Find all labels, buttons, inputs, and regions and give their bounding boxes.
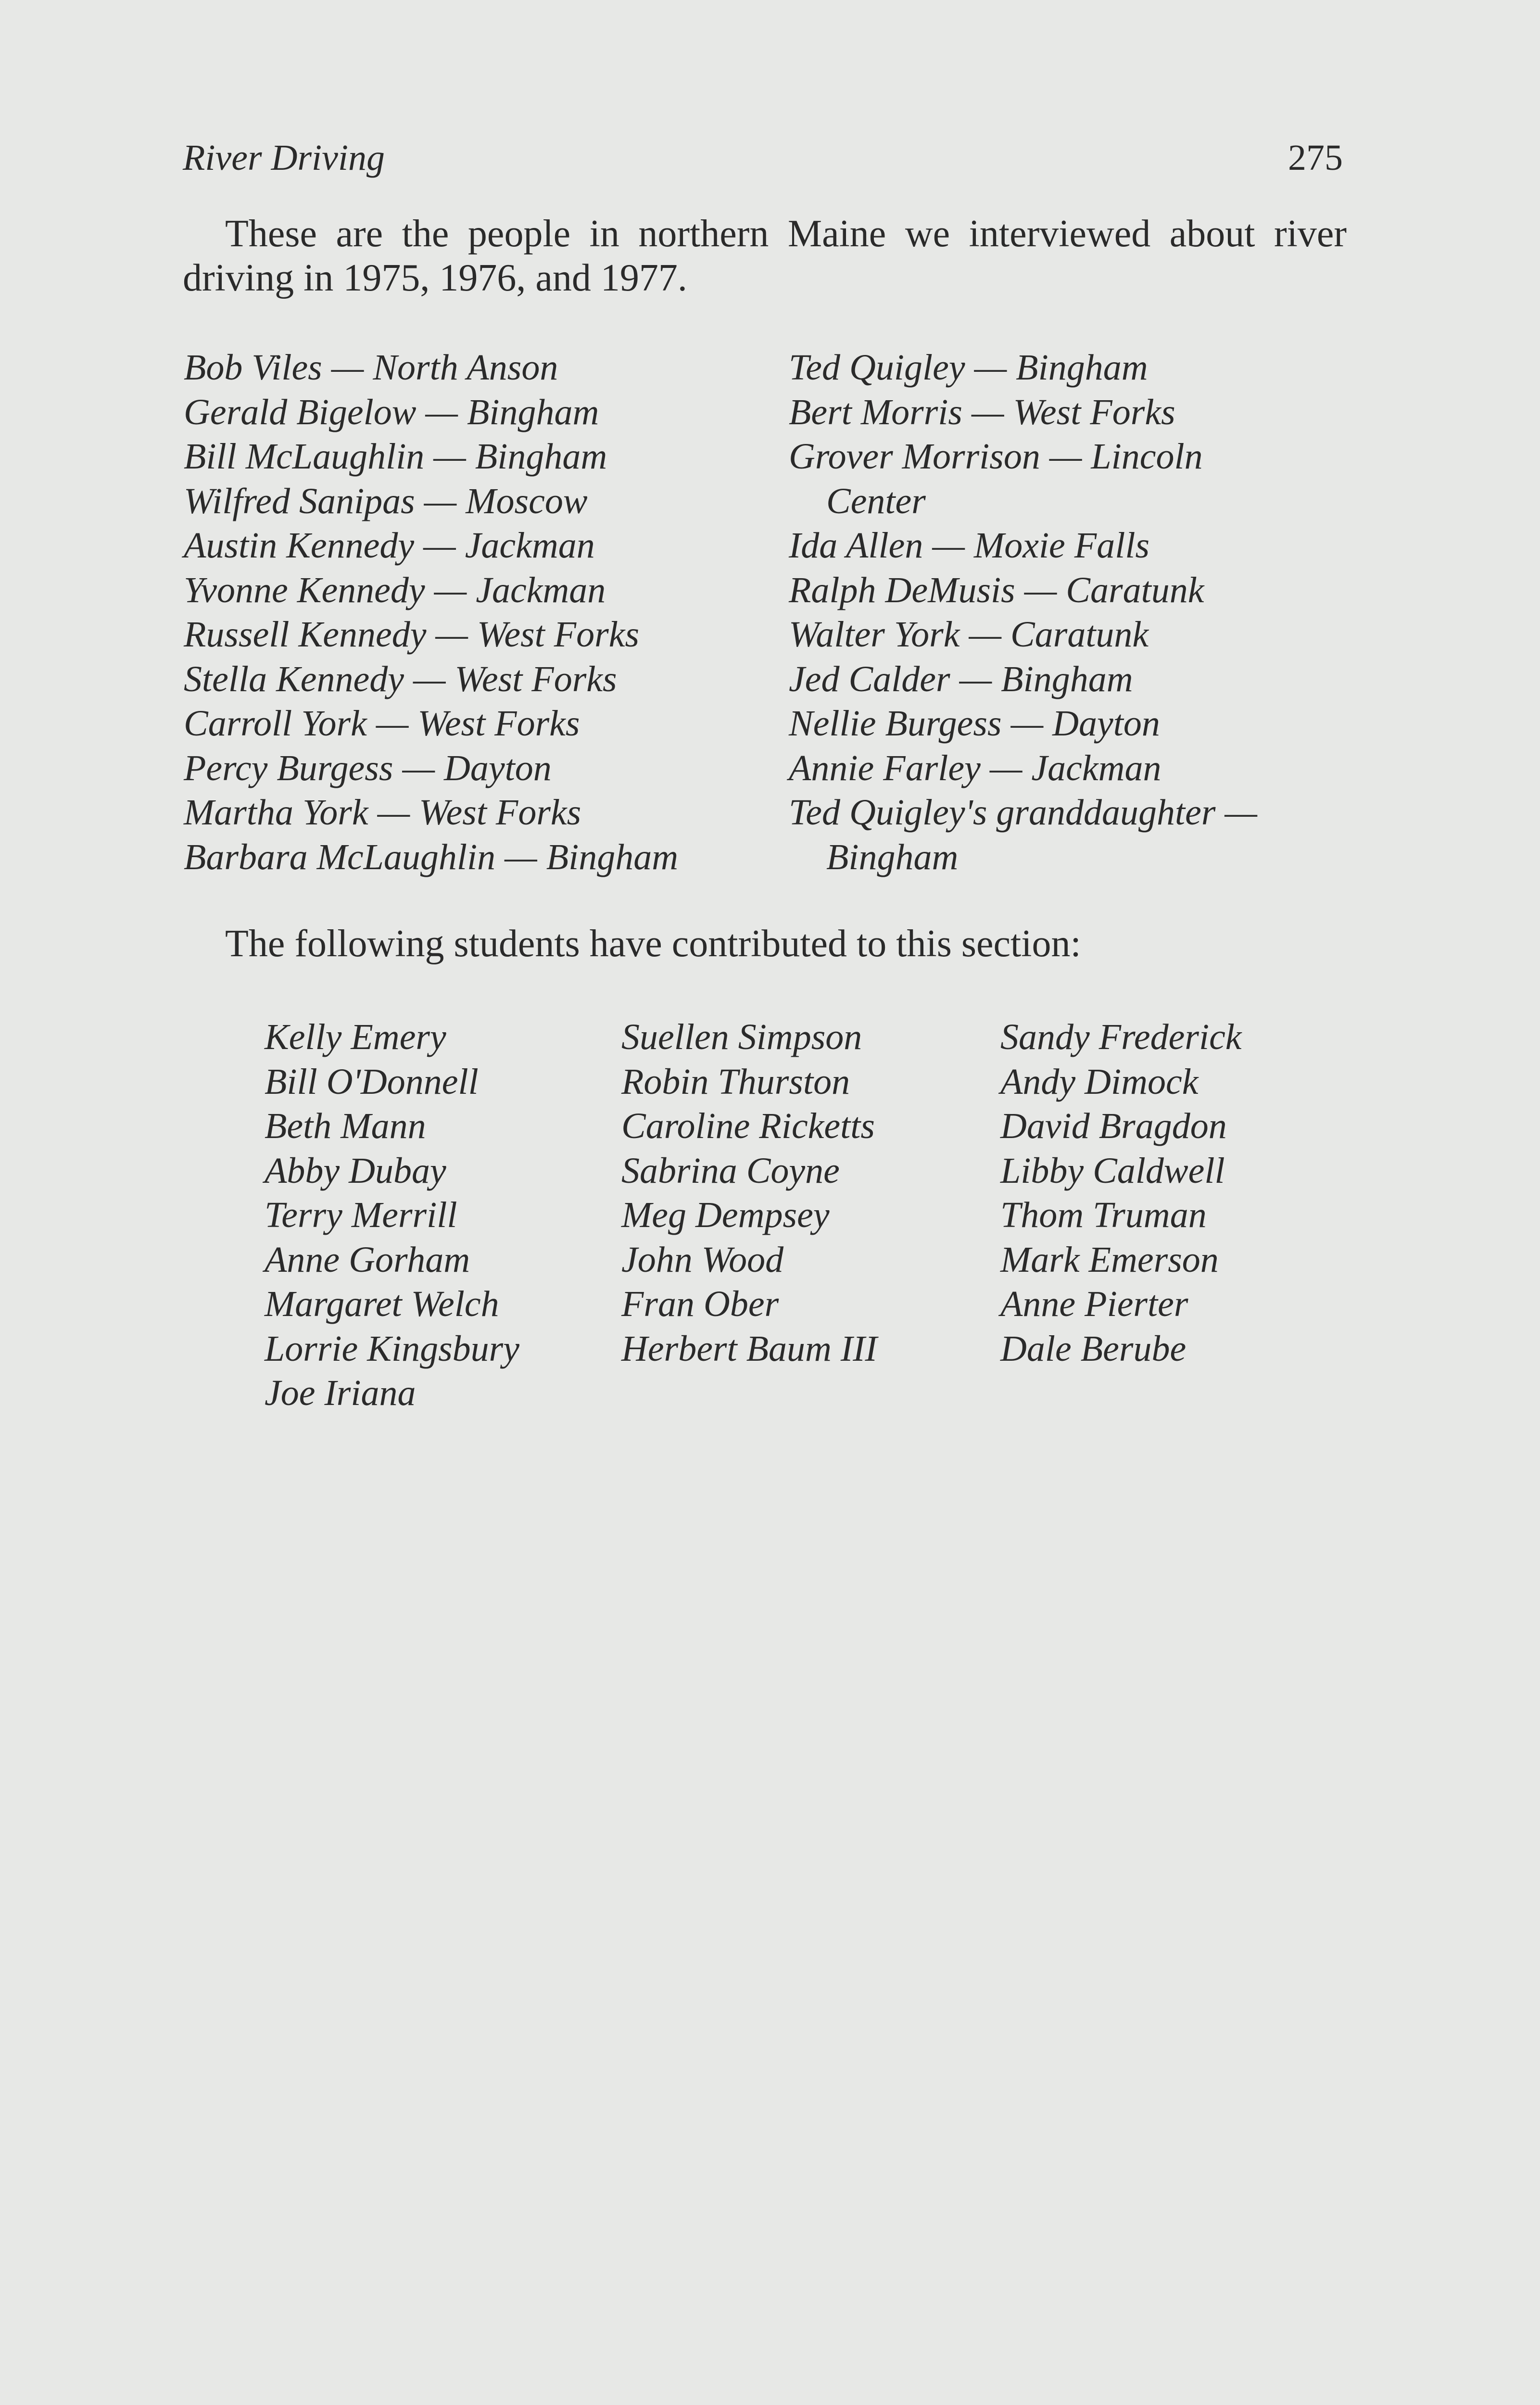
interviewee-entry: Walter York — Caratunk (789, 614, 1149, 655)
interviewee-entry: Ida Allen — Moxie Falls (789, 525, 1150, 566)
interviewee-entry-continuation: Center (826, 481, 926, 521)
student-name: Sabrina Coyne (621, 1150, 840, 1191)
student-name: Joe Iriana (265, 1373, 416, 1413)
interviewee-entry: Wilfred Sanipas — Moscow (184, 481, 588, 521)
student-name: Robin Thurston (621, 1061, 850, 1102)
interviewee-entry: Barbara McLaughlin — Bingham (184, 836, 679, 877)
page-number: 275 (1288, 138, 1343, 178)
student-name: Libby Caldwell (1000, 1150, 1225, 1191)
interviewee-entry: Ralph DeMusis — Caratunk (789, 570, 1204, 610)
student-name: Bill O'Donnell (265, 1061, 479, 1102)
interviewee-entry-continuation: Bingham (826, 836, 959, 877)
student-name: Fran Ober (621, 1284, 779, 1324)
student-name: Herbert Baum III (621, 1328, 877, 1369)
student-name: Mark Emerson (1000, 1239, 1219, 1280)
student-name: Dale Berube (1000, 1328, 1187, 1369)
interviewee-entry: Martha York — West Forks (184, 792, 581, 833)
student-name: John Wood (621, 1239, 784, 1280)
interviewee-entry: Jed Calder — Bingham (789, 658, 1133, 699)
student-name: Anne Gorham (265, 1239, 470, 1280)
student-name: Meg Dempsey (621, 1195, 830, 1235)
intro-paragraph: These are the people in northern Maine we interviewed about river driving in 1975, 1976, and 1977. (183, 213, 1347, 299)
interviewee-column-right (789, 345, 1257, 879)
student-name: Margaret Welch (265, 1284, 499, 1324)
interviewee-entry: Ted Quigley — Bingham (789, 347, 1148, 388)
interviewee-entry: Percy Burgess — Dayton (184, 747, 552, 788)
interviewee-entry: Bill McLaughlin — Bingham (184, 436, 607, 477)
student-column-3 (1000, 1015, 1242, 1371)
interviewee-entry: Stella Kennedy — West Forks (184, 658, 617, 699)
student-name: Kelly Emery (265, 1017, 446, 1057)
student-name: Caroline Ricketts (621, 1106, 875, 1146)
interviewee-entry: Bob Viles — North Anson (184, 347, 558, 388)
interviewee-entry: Nellie Burgess — Dayton (789, 703, 1160, 744)
student-name: Anne Pierter (1000, 1284, 1188, 1324)
student-name: Beth Mann (265, 1106, 426, 1146)
students-heading: The following students have contributed to this section: (225, 923, 1081, 965)
interviewee-entry: Annie Farley — Jackman (789, 747, 1161, 788)
student-name: Suellen Simpson (621, 1017, 862, 1057)
student-name: Sandy Frederick (1000, 1017, 1242, 1057)
student-column-1 (265, 1015, 519, 1416)
interviewee-entry: Bert Morris — West Forks (789, 392, 1175, 432)
running-head: River Driving (183, 138, 385, 178)
interviewee-entry: Carroll York — West Forks (184, 703, 580, 744)
interviewee-entry: Grover Morrison — Lincoln (789, 436, 1203, 477)
interviewee-column-left (184, 345, 678, 879)
student-name: Abby Dubay (265, 1150, 446, 1191)
student-name: Andy Dimock (1000, 1061, 1199, 1102)
student-column-2 (621, 1015, 877, 1371)
interviewee-entry: Gerald Bigelow — Bingham (184, 392, 599, 432)
interviewee-entry: Yvonne Kennedy — Jackman (184, 570, 606, 610)
student-name: Terry Merrill (265, 1195, 457, 1235)
student-name: David Bragdon (1000, 1106, 1227, 1146)
interviewee-entry: Russell Kennedy — West Forks (184, 614, 640, 655)
student-name: Thom Truman (1000, 1195, 1207, 1235)
student-name: Lorrie Kingsbury (265, 1328, 519, 1369)
interviewee-entry: Ted Quigley's granddaughter — (789, 792, 1258, 833)
interviewee-entry: Austin Kennedy — Jackman (184, 525, 595, 566)
